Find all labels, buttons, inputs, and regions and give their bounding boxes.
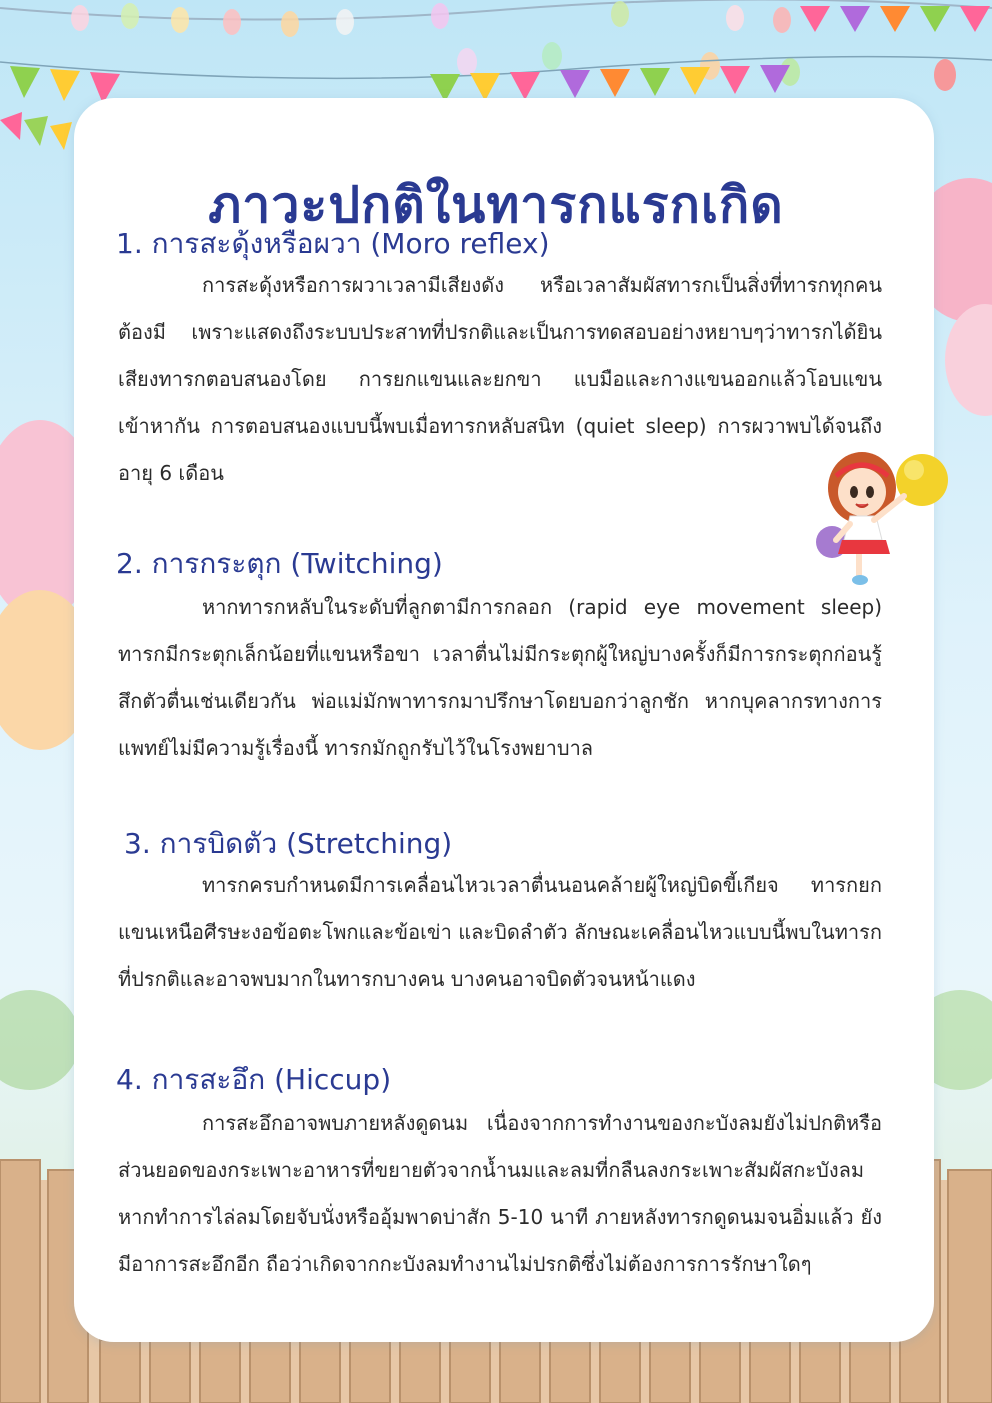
section-body-twitching: หากทารกหลับในระดับที่ลูกตามีการกลอก (rapid eye movement sleep) ทารกมีกระตุกเล็กน้อยที่แขนหรือขา เวลาตื่นไม่มีกระตุกผู้ใหญ่บางครั้งก็มีการกระตุกก่อนรู้สึกตัวตื่นเช่นเดียวกัน พ่อแม่มักพาทารกมาปรึกษาโดยบอกว่าลูกชัก หากบุคลากรทางการแพทย์ไม่มีความรู้เรื่องนี้ ทารกมักถูกรับไว้ในโรงพยาบาล <box>118 595 882 760</box>
cheerleader-girl-icon <box>804 440 954 590</box>
page-title: ภาวะปกติในทารกแรกเกิด <box>208 175 784 234</box>
section-heading-moro-reflex: 1. การสะดุ้งหรือผวา (Moro reflex) <box>116 227 550 260</box>
section-body-stretching: ทารกครบกำหนดมีการเคลื่อนไหวเวลาตื่นนอนคล้ายผู้ใหญ่บิดขี้เกียจ ทารกยกแขนเหนือศีรษะงอข้อตะโพกและข้อเข่า และบิดลำตัว ลักษณะเคลื่อนไหวแบบนี้พบในทารกที่ปรกติและอาจพบมากในทารกบางคน บางคนอาจบิดตัวจนหน้าแดง <box>118 873 882 991</box>
section-heading-stretching: 3. การบิดตัว (Stretching) <box>124 827 453 860</box>
section-heading-twitching: 2. การกระตุก (Twitching) <box>116 547 443 580</box>
section-body-moro-reflex: การสะดุ้งหรือการผวาเวลามีเสียงดัง หรือเวลาสัมผัสทารกเป็นสิ่งที่ทารกทุกคนต้องมี เพราะแสดงถึงระบบประสาทที่ปรกติและเป็นการทดสอบอย่างหยาบๆว่าทารกได้ยินเสียงทารกตอบสนองโดย การยกแขนและยกขา แบมือและกางแขนออกแล้วโอบแขนเข้าหากัน การตอบสนองแบบนี้พบเมื่อทารกหลับสนิท (quiet sleep) การผวาพบได้จนถึงอายุ 6 เดือน <box>118 273 882 485</box>
section-body-hiccup: การสะอึกอาจพบภายหลังดูดนม เนื่องจากการทำงานของกะบังลมยังไม่ปกติหรือส่วนยอดของกระเพาะอาหารที่ขยายตัวจากน้ำนมและลมที่กลืนลงกระเพาะสัมผัสกะบังลม หากทำการไล่ลมโดยจับนั่งหรืออุ้มพาดบ่าสัก 5-10 นาที ภายหลังทารกดูดนมจนอิ่มแล้ว ยังมีอาการสะอึกอีก ถือว่าเกิดจากกะบังลมทำงานไม่ปรกติซึ่งไม่ต้องการการรักษาใดๆ <box>118 1111 882 1276</box>
section-heading-hiccup: 4. การสะอึก (Hiccup) <box>116 1063 392 1096</box>
bunting-flags <box>10 6 990 104</box>
left-bunting <box>0 112 72 150</box>
